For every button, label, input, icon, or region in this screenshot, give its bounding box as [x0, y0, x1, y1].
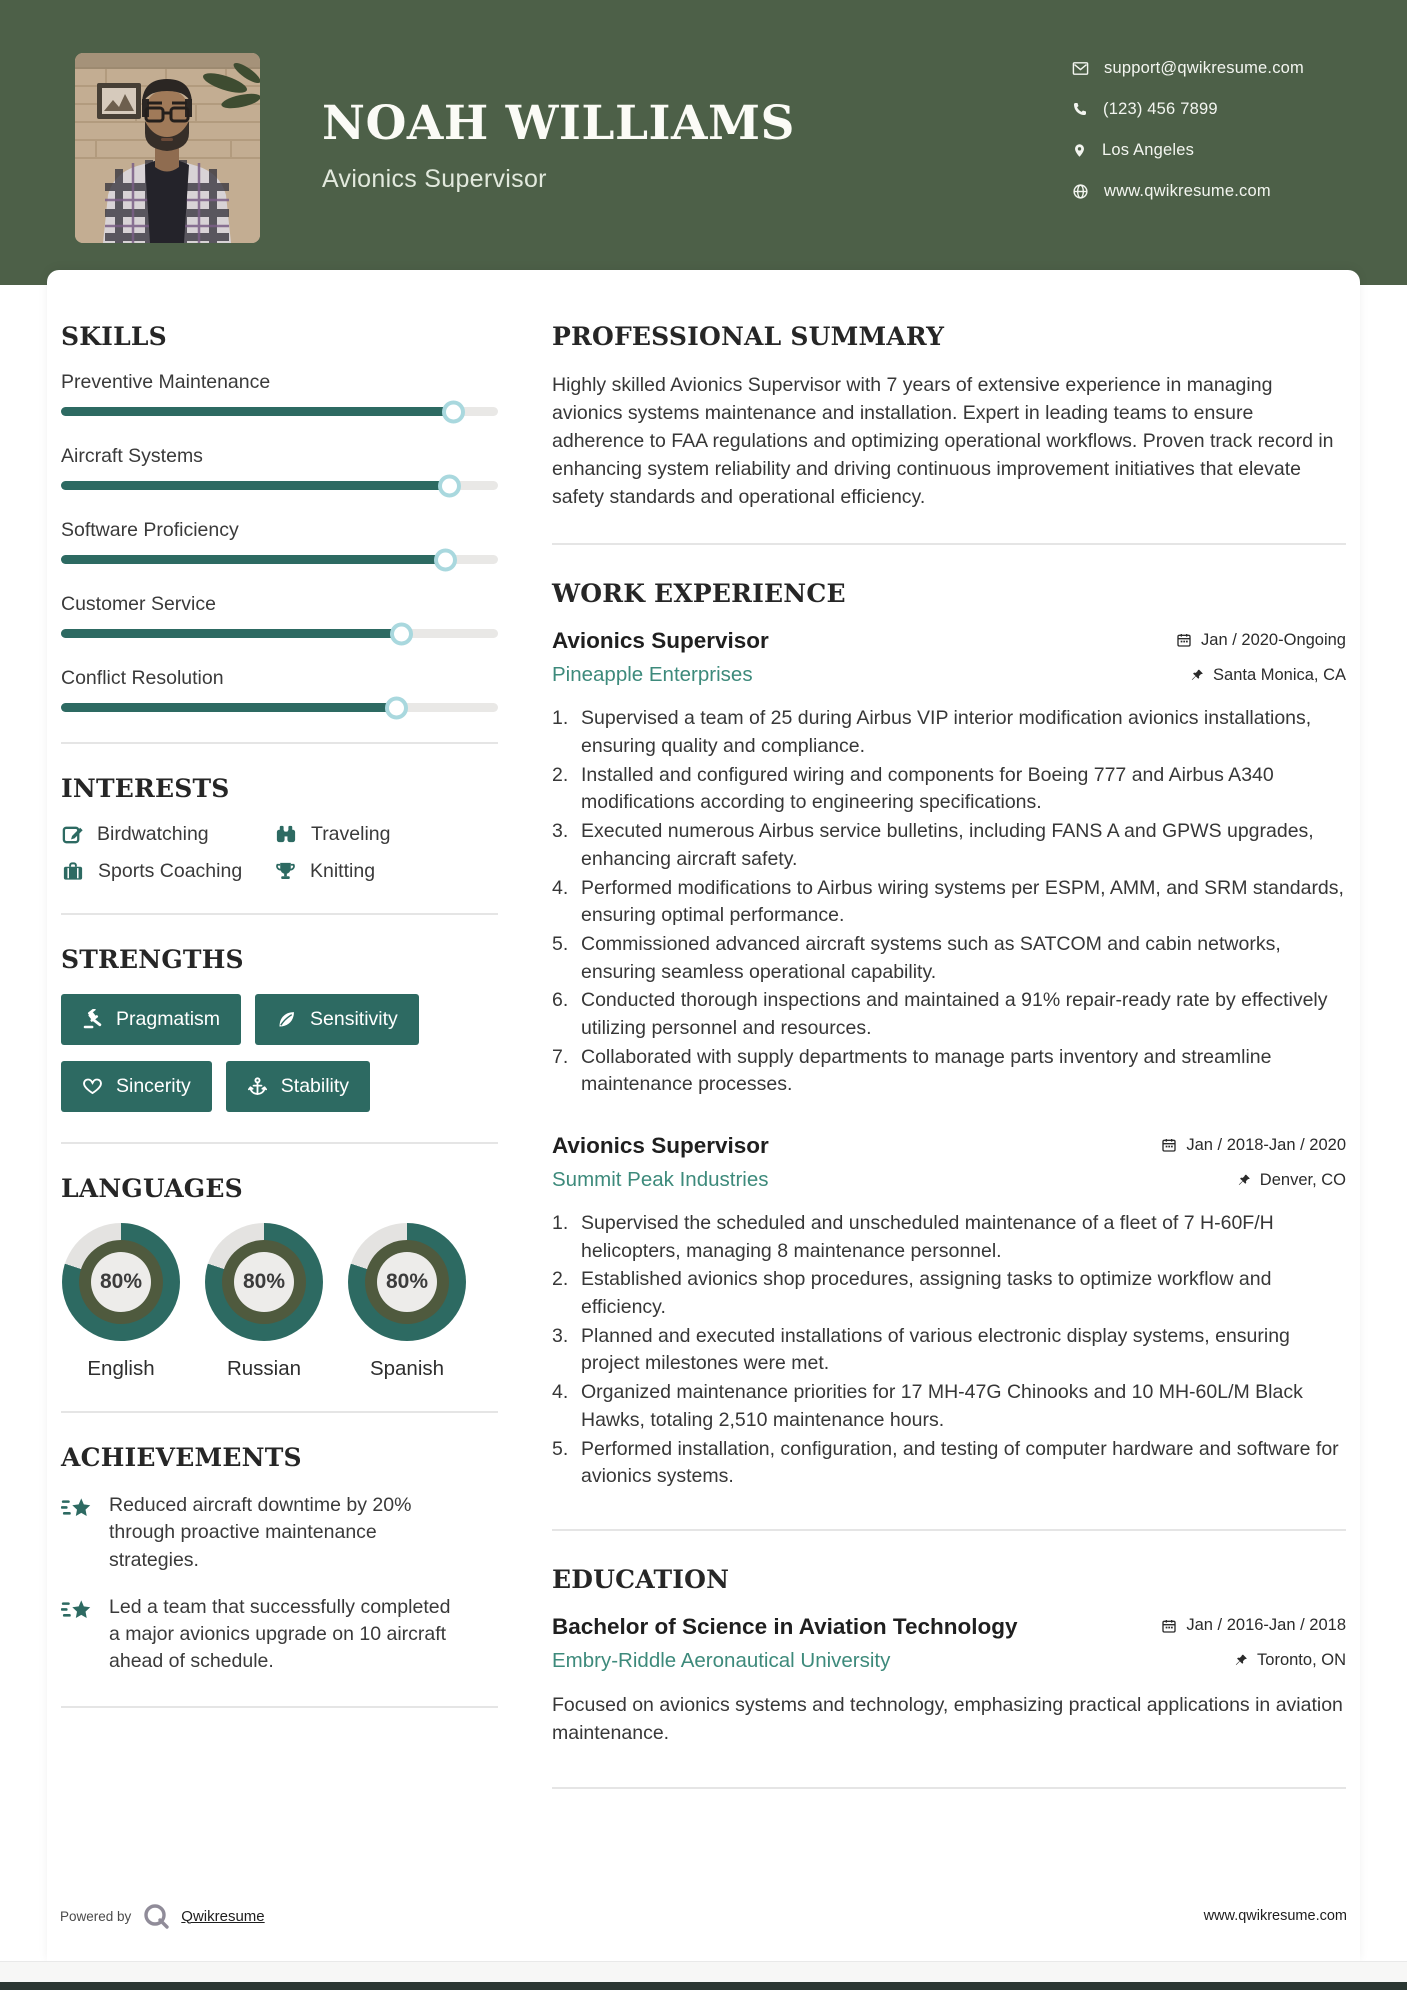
bullet-item: Collaborated with supply departments to manage parts inventory and streamline maintenance processes. [581, 1045, 1272, 1096]
education-date [1161, 1616, 1346, 1635]
strength-badge [61, 994, 241, 1045]
bullet-item: Installed and configured wiring and components for Boeing 777 and Airbus A340 modifications according to engineering specifications. [581, 763, 1274, 814]
strength-badge [61, 1061, 212, 1112]
job-date-text: Jan / 2020-Ongoing [1201, 630, 1346, 649]
contact-email[interactable] [1072, 58, 1304, 78]
achievement-text: Reduced aircraft downtime by 20% through proactive maintenance strategies. [109, 1494, 412, 1571]
achievement-item [61, 1492, 498, 1574]
job-location [1237, 1171, 1346, 1190]
strength-label: Pragmatism [116, 1008, 221, 1030]
job-bullets [552, 705, 1346, 1099]
company-name: Pineapple Enterprises [552, 663, 753, 687]
qwikresume-link[interactable]: Qwikresume [181, 1907, 265, 1925]
footer-website[interactable]: www.qwikresume.com [1203, 1908, 1347, 1924]
job-location [1190, 666, 1346, 685]
skill-row [61, 519, 498, 564]
footer [60, 1898, 1347, 1934]
skill-knob [390, 622, 413, 645]
achievement-item [61, 1594, 498, 1676]
language-percent: 80% [99, 1270, 143, 1293]
job-entry [552, 628, 1346, 1099]
anchor-icon [247, 1076, 268, 1097]
skill-knob [438, 474, 461, 497]
interest-label: Traveling [311, 823, 391, 845]
language-percent: 80% [242, 1270, 286, 1293]
language-donut [205, 1223, 323, 1341]
language-item [61, 1223, 181, 1381]
job-bullets [552, 1210, 1346, 1491]
section-divider [61, 913, 498, 915]
location-icon [1072, 142, 1087, 159]
pushpin-icon [1234, 1653, 1248, 1668]
skill-label: Conflict Resolution [61, 667, 224, 689]
contact-block [1072, 58, 1304, 222]
calendar-icon [1161, 1618, 1177, 1634]
job-date [1176, 631, 1346, 650]
interest-label: Knitting [310, 860, 376, 882]
bullet-item: Conducted thorough inspections and maintained a 91% repair-ready rate by effectively utilizing personnel and resources. [581, 989, 1328, 1039]
skills-title: SKILLS [61, 322, 167, 351]
bullet-item: Performed modifications to Airbus wiring systems per ESPM, AMM, and SRM standards, ensuring optimal performance. [581, 876, 1344, 927]
contact-location-text: Los Angeles [1102, 140, 1195, 159]
gavel-icon [82, 1009, 103, 1030]
main-column [552, 322, 1346, 1942]
language-name: Spanish [369, 1357, 445, 1380]
bullet-item: Executed numerous Airbus service bulletins, including FANS A and GPWS upgrades, enhancing aircraft safety. [581, 820, 1314, 870]
language-percent: 80% [385, 1270, 429, 1293]
job-location-text: Denver, CO [1259, 1170, 1346, 1189]
trophy-icon [274, 860, 297, 883]
interest-item [274, 860, 498, 883]
interest-item [61, 823, 274, 846]
phone-icon [1072, 101, 1088, 117]
leaf-icon [276, 1009, 297, 1030]
bottom-bar [0, 1982, 1407, 1990]
languages-title: LANGUAGES [61, 1174, 243, 1203]
bullet-item: Performed installation, configuration, and testing of computer hardware and software for avionics systems. [581, 1437, 1339, 1488]
section-divider [61, 742, 498, 744]
interest-item [274, 823, 498, 846]
profile-photo-illustration [75, 53, 260, 243]
school: Embry-Riddle Aeronautical University [552, 1648, 891, 1672]
skill-bar [61, 481, 498, 490]
strengths-section [61, 945, 498, 1112]
interests-section [61, 774, 498, 883]
footer-strip [0, 1961, 1407, 1982]
achievements-section [61, 1443, 498, 1676]
skill-knob [385, 696, 408, 719]
strength-badge [226, 1061, 370, 1112]
sidebar-column [61, 322, 498, 1942]
shooting-star-icon [61, 1597, 93, 1623]
strength-label: Sensitivity [310, 1008, 398, 1030]
calendar-icon [1161, 1137, 1177, 1153]
skill-row [61, 371, 498, 416]
contact-location [1072, 140, 1304, 160]
section-divider [61, 1706, 498, 1708]
job-location-text: Santa Monica, CA [1213, 665, 1346, 684]
skill-label: Customer Service [61, 593, 216, 615]
education-location [1234, 1651, 1346, 1670]
interest-item [61, 860, 274, 883]
strength-badge [255, 994, 419, 1045]
interests-title: INTERESTS [61, 774, 230, 803]
skill-label: Software Proficiency [61, 519, 239, 541]
name: NOAH WILLIAMS [322, 96, 795, 151]
bullet-item: Commissioned advanced aircraft systems such as SATCOM and cabin networks, ensuring seamless operational capability. [581, 932, 1281, 983]
education-description: Focused on avionics systems and technology, emphasizing practical applications in aviation maintenance. [552, 1693, 1343, 1744]
education-title: EDUCATION [552, 1564, 730, 1594]
achievement-text: Led a team that successfully completed a major avionics upgrade on 10 aircraft ahead of schedule. [109, 1595, 451, 1673]
skill-label: Aircraft Systems [61, 445, 203, 467]
language-name: Russian [226, 1357, 302, 1380]
job-title: Avionics Supervisor [552, 628, 769, 654]
education-section [552, 1565, 1346, 1747]
globe-icon [1072, 183, 1089, 200]
bullet-item: Supervised a team of 25 during Airbus VIP interior modification avionics installations, ensuring quality and compliance. [581, 707, 1312, 758]
skills-section [61, 322, 498, 712]
calendar-icon [1176, 632, 1192, 648]
summary-title: PROFESSIONAL SUMMARY [552, 322, 945, 351]
language-name: English [87, 1357, 155, 1380]
interest-label: Birdwatching [97, 823, 209, 845]
experience-section [552, 579, 1346, 1491]
pushpin-icon [1237, 1173, 1251, 1188]
job-date [1161, 1136, 1346, 1155]
strength-label: Sincerity [116, 1075, 191, 1097]
edit-icon [61, 823, 84, 846]
interest-label: Sports Coaching [98, 860, 243, 882]
language-donut [62, 1223, 180, 1341]
education-date-text: Jan / 2016-Jan / 2018 [1186, 1616, 1346, 1635]
language-item [204, 1223, 324, 1381]
degree: Bachelor of Science in Aviation Technology [552, 1613, 1018, 1639]
strengths-title: STRENGTHS [61, 945, 244, 974]
header-banner [0, 0, 1407, 285]
skill-bar [61, 629, 498, 638]
skill-knob [434, 548, 457, 571]
job-title: Avionics Supervisor [322, 165, 547, 193]
email-icon [1072, 60, 1089, 77]
language-item [347, 1223, 467, 1381]
profile-photo [75, 53, 260, 243]
powered-by-label: Powered by [60, 1908, 132, 1924]
briefcase-icon [61, 860, 85, 883]
contact-phone-text: (123) 456 7899 [1103, 99, 1218, 118]
contact-website-text: www.qwikresume.com [1104, 181, 1271, 200]
bullet-item: Established avionics shop procedures, assigning tasks to optimize workflow and efficiency. [581, 1268, 1272, 1319]
experience-title: WORK EXPERIENCE [552, 579, 846, 609]
binoculars-icon [274, 823, 298, 846]
section-divider [61, 1142, 498, 1144]
contact-website[interactable] [1072, 181, 1304, 201]
section-divider [552, 1529, 1346, 1531]
job-title: Avionics Supervisor [552, 1133, 769, 1159]
shooting-star-icon [61, 1495, 93, 1521]
summary-section [552, 322, 1346, 511]
heart-icon [82, 1076, 103, 1097]
contact-email-text: support@qwikresume.com [1104, 58, 1304, 77]
bullet-item: Organized maintenance priorities for 17 MH-47G Chinooks and 10 MH-60L/M Black Hawks, totaling 2,510 maintenance hours. [581, 1381, 1303, 1431]
section-divider [552, 543, 1346, 545]
achievements-title: ACHIEVEMENTS [61, 1443, 302, 1472]
pushpin-icon [1190, 668, 1204, 683]
job-entry [552, 1133, 1346, 1491]
content-card [47, 270, 1360, 1962]
skill-knob [442, 400, 465, 423]
bullet-item: Planned and executed installations of various electronic display systems, ensuring project milestones were met. [581, 1324, 1290, 1375]
section-divider [552, 1787, 1346, 1789]
job-date-text: Jan / 2018-Jan / 2020 [1186, 1135, 1346, 1154]
skill-row [61, 445, 498, 490]
skill-row [61, 667, 498, 712]
languages-section [61, 1174, 498, 1381]
skill-bar [61, 555, 498, 564]
company-name: Summit Peak Industries [552, 1168, 769, 1192]
skill-bar [61, 703, 498, 712]
skill-row [61, 593, 498, 638]
language-donut [348, 1223, 466, 1341]
section-divider [61, 1411, 498, 1413]
summary-text: Highly skilled Avionics Supervisor with 7 years of extensive experience in managing avionics systems maintenance and installation. Expert in leading teams to ensure adherence to FAA regulations and optimizing operational workflows. Proven track record in enhancing system reliability and driving continuous improvement initiatives that elevate safety standards and operational efficiency. [552, 374, 1334, 509]
contact-phone [1072, 99, 1304, 119]
education-location-text: Toronto, ON [1257, 1651, 1346, 1670]
skill-bar [61, 407, 498, 416]
qwikresume-logo [141, 1901, 171, 1931]
skill-label: Preventive Maintenance [61, 371, 271, 393]
strength-label: Stability [280, 1075, 350, 1097]
bullet-item: Supervised the scheduled and unscheduled maintenance of a fleet of 7 H-60F/H helicopters, managing 8 maintenance personnel. [581, 1212, 1274, 1262]
